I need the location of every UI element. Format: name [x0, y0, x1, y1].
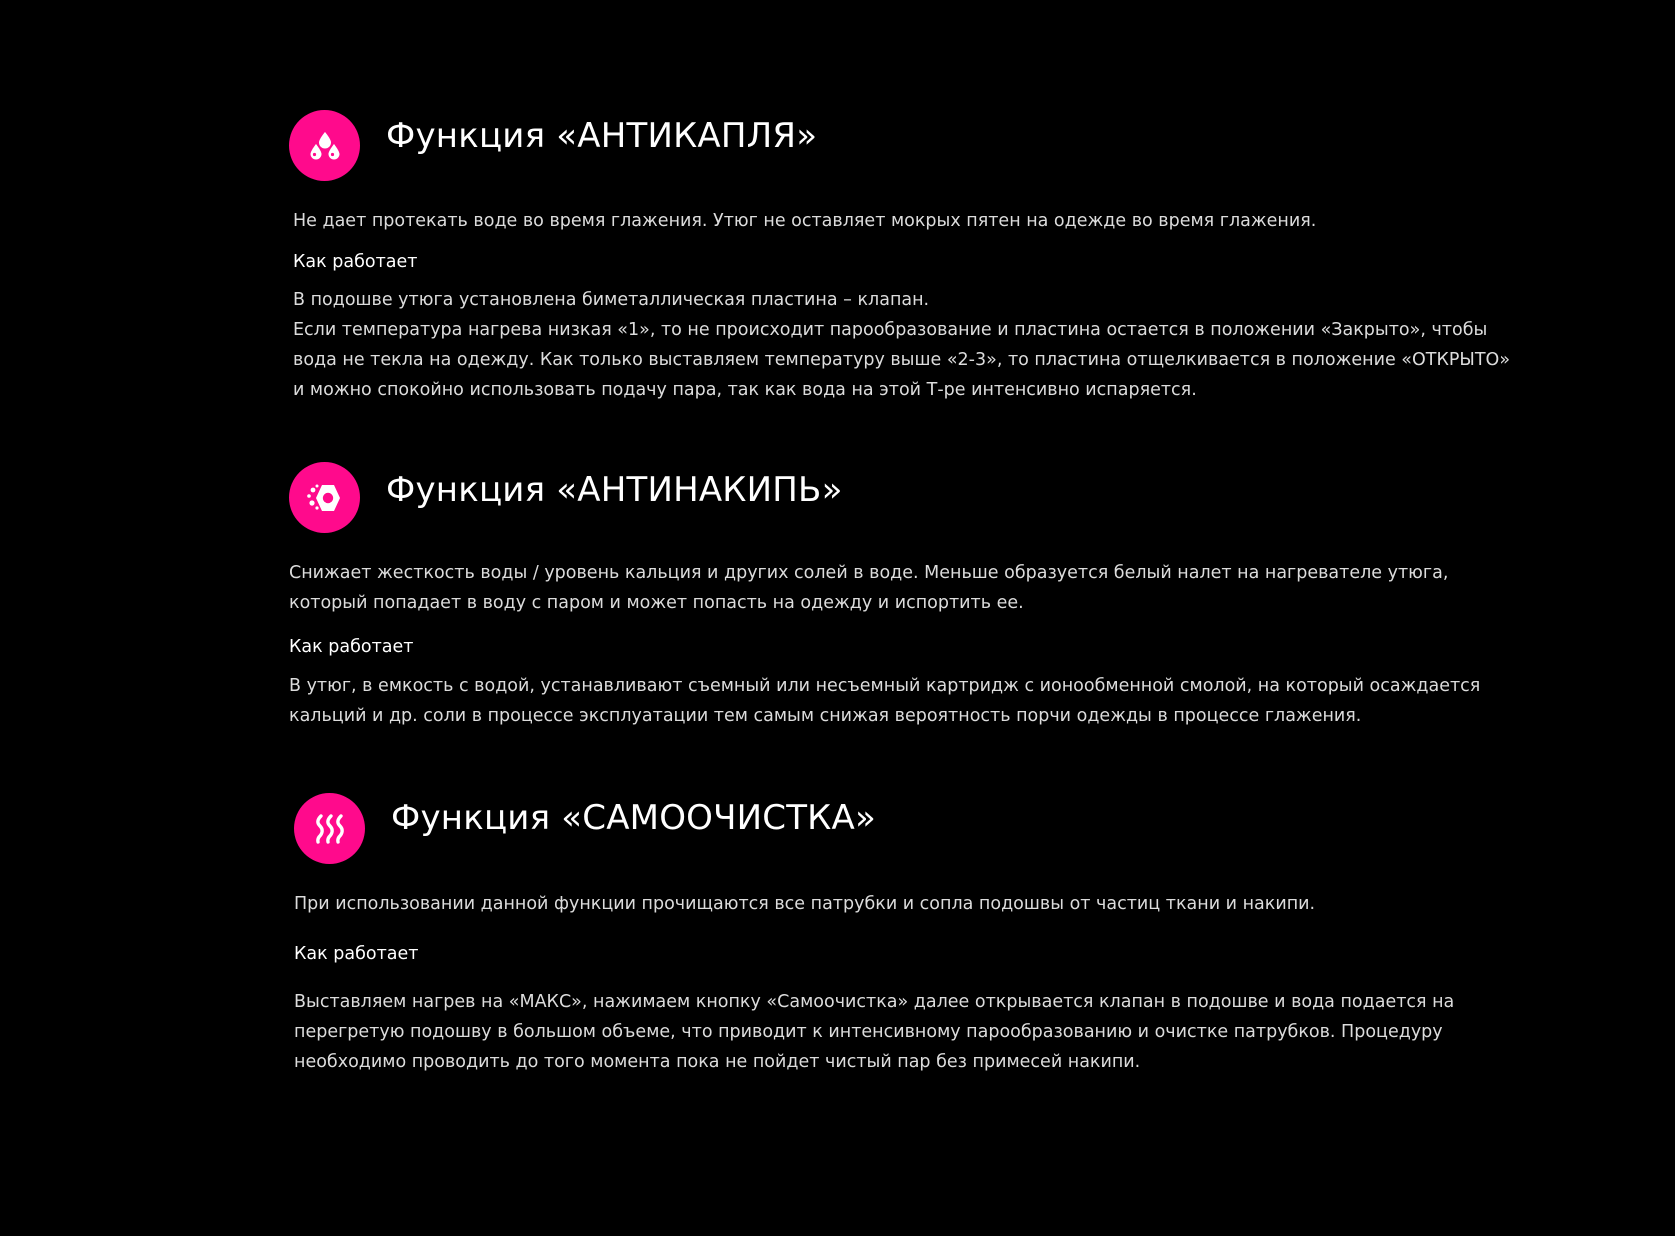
how-it-works-text: кальций и др. соли в процессе эксплуатации тем самым снижая вероятность порчи одежды в процессе глажения. — [289, 706, 1362, 726]
how-it-works-text: и можно спокойно использовать подачу пара, так как вода на этой Т-ре интенсивно испаряется. — [293, 380, 1197, 400]
how-it-works-text: Если температура нагрева низкая «1», то не происходит парообразование и пластина остается в положении «Закрыто», чтобы — [293, 320, 1488, 340]
how-it-works-heading: Как работает — [293, 252, 418, 272]
section-description: При использовании данной функции прочищаются все патрубки и сопла подошвы от частиц ткани и накипи. — [294, 894, 1316, 914]
how-it-works-text: В подошве утюга установлена биметаллическая пластина – клапан. — [293, 290, 930, 310]
how-it-works-text: вода не текла на одежду. Как только выставляем температуру выше «2-3», то пластина отщелкивается в положение «ОТКРЫТО» — [293, 350, 1511, 370]
how-it-works-text: перегретую подошву в большом объеме, что приводит к интенсивному парообразованию и очистке патрубков. Процедуру — [294, 1022, 1443, 1042]
how-it-works-text: необходимо проводить до того момента пока не пойдет чистый пар без примесей накипи. — [294, 1052, 1141, 1072]
section-title: Функция «АНТИНАКИПЬ» — [386, 470, 843, 510]
how-it-works-text: Выставляем нагрев на «МАКС», нажимаем кнопку «Самоочистка» далее открывается клапан в подошве и вода подается на — [294, 992, 1455, 1012]
section-description: который попадает в воду с паром и может попасть на одежду и испортить ее. — [289, 593, 1024, 613]
anti-scale-icon — [289, 462, 360, 533]
steam-icon — [294, 793, 365, 864]
how-it-works-text: В утюг, в емкость с водой, устанавливают съемный или несъемный картридж с ионообменной смолой, на который осаждается — [289, 676, 1481, 696]
how-it-works-heading: Как работает — [289, 637, 414, 657]
droplets-icon — [289, 110, 360, 181]
section-title: Функция «САМООЧИСТКА» — [391, 798, 876, 838]
section-title: Функция «АНТИКАПЛЯ» — [386, 116, 818, 156]
how-it-works-heading: Как работает — [294, 944, 419, 964]
section-description: Не дает протекать воде во время глажения. Утюг не оставляет мокрых пятен на одежде во время глажения. — [293, 211, 1317, 231]
section-description: Снижает жесткость воды / уровень кальция и других солей в воде. Меньше образуется белый налет на нагревателе утюга, — [289, 563, 1449, 583]
